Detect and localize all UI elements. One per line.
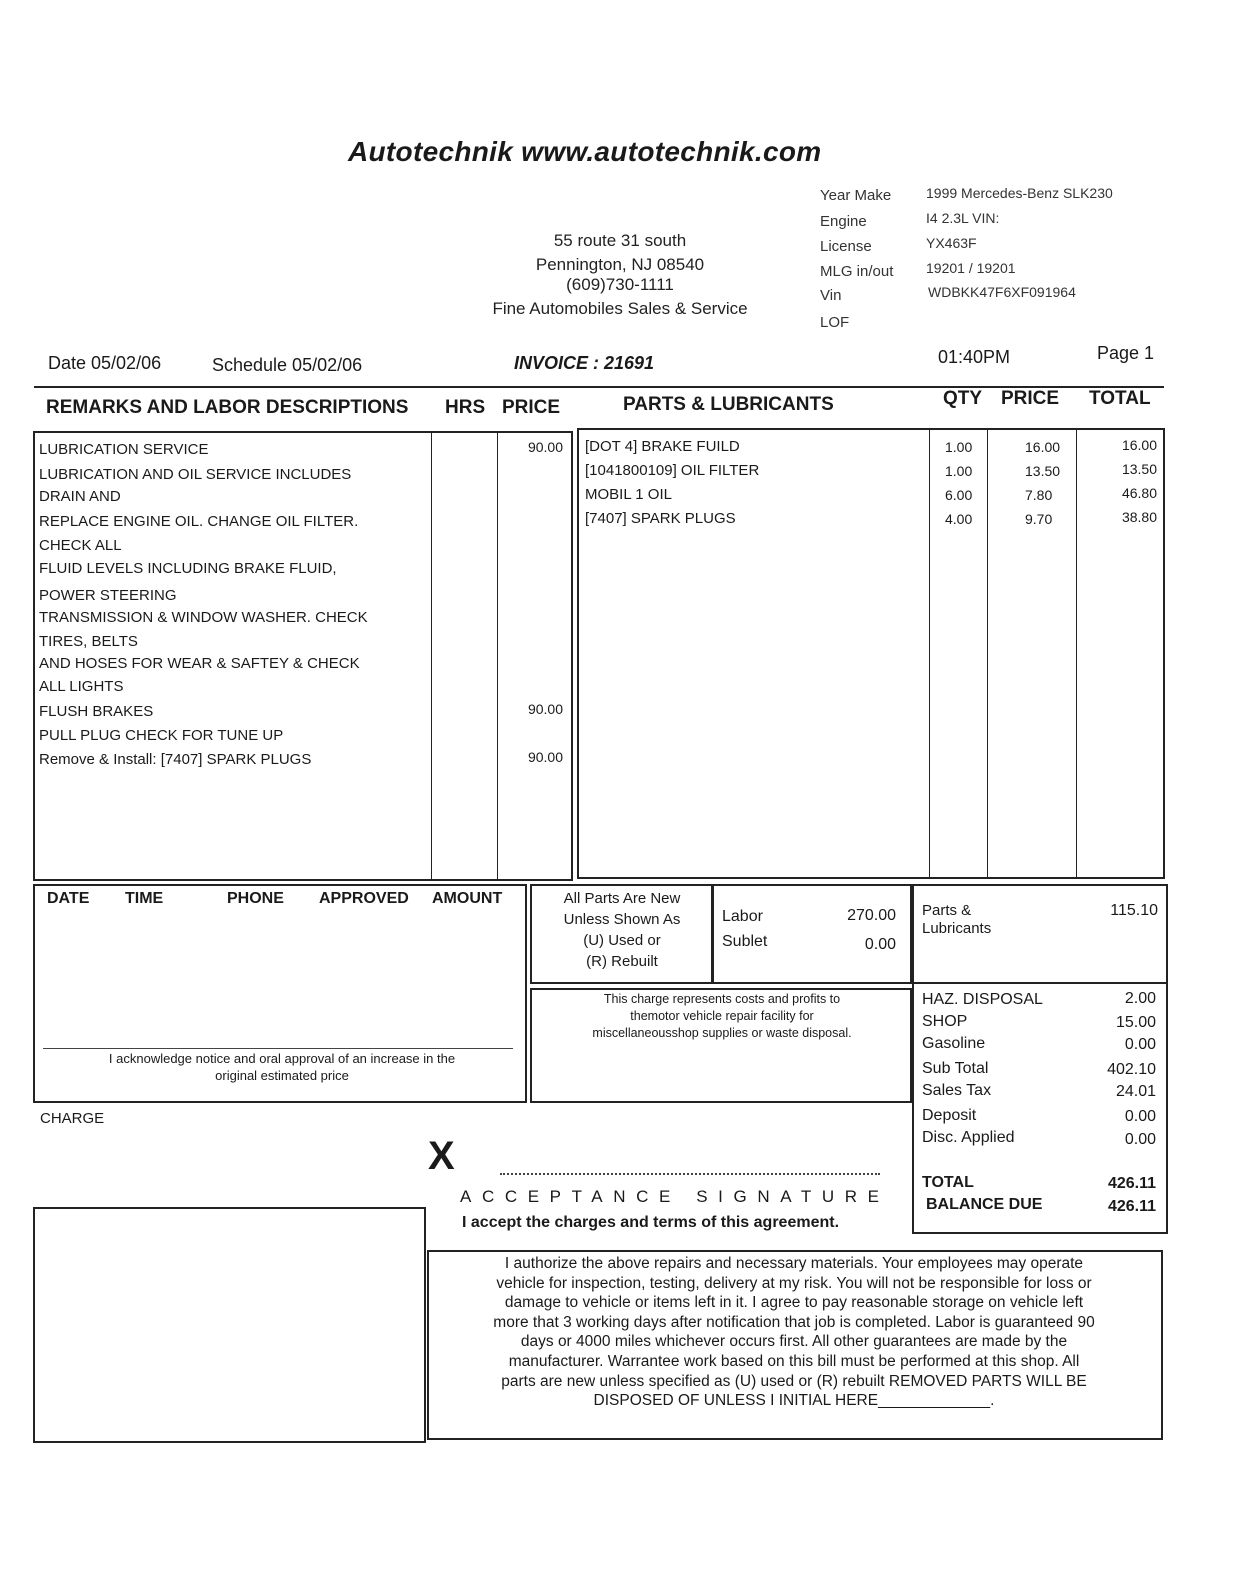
labor-line-text: LUBRICATION AND OIL SERVICE INCLUDES [39, 466, 352, 483]
address-street: 55 route 31 south [553, 231, 687, 250]
labor-line-text: TRANSMISSION & WINDOW WASHER. CHECK [39, 609, 368, 626]
parts-note-box [530, 884, 713, 984]
charge-note-line-1: This charge represents costs and profits to [603, 992, 841, 1006]
parts-note-line-1: All Parts Are New [563, 890, 681, 907]
mileage-label: MLG in/out [820, 263, 894, 280]
subtotal-label: Sub Total [922, 1060, 989, 1077]
balance-due-amount: 426.11 [1107, 1198, 1156, 1215]
year-make-label: Year Make [820, 187, 892, 204]
terms-box [427, 1250, 1163, 1440]
ack-line-1: I acknowledge notice and oral approval of an increase in the [108, 1051, 456, 1066]
part-description: [DOT 4] BRAKE FUILD [585, 438, 740, 455]
shop-tagline: Fine Automobiles Sales & Service [492, 299, 748, 318]
charge-note-line-2: themotor vehicle repair facility for [630, 1009, 814, 1023]
part-description: [1041800109] OIL FILTER [585, 462, 760, 479]
labor-line-text: DRAIN AND [39, 488, 121, 505]
subtotal-amount: 402.10 [1107, 1061, 1156, 1078]
price-header: PRICE [502, 397, 561, 418]
engine-value: I4 2.3L VIN: [926, 210, 1000, 226]
part-total: 13.50 [1121, 461, 1157, 477]
hrs-column-divider [431, 433, 432, 879]
total-label: TOTAL [922, 1174, 974, 1191]
part-qty: 1.00 [945, 439, 973, 455]
parts-lubricants-amount: 115.10 [1110, 902, 1158, 919]
signature-x-mark: X [428, 1134, 455, 1178]
parts-header: PARTS & LUBRICANTS [623, 394, 834, 415]
invoice-date: Date 05/02/06 [48, 353, 162, 373]
sales-tax-amount: 24.01 [1115, 1083, 1156, 1100]
labor-line-text: CHECK ALL [39, 537, 122, 554]
labor-line-text: LUBRICATION SERVICE [39, 441, 209, 458]
deposit-label: Deposit [922, 1107, 977, 1124]
part-qty: 4.00 [945, 511, 973, 527]
acknowledge-rule [43, 1048, 513, 1049]
part-total: 46.80 [1121, 485, 1157, 501]
labor-line-price: 90.00 [527, 749, 563, 765]
schedule-date: Schedule 05/02/06 [212, 355, 363, 375]
labor-line-text: FLUSH BRAKES [39, 703, 154, 720]
parts-note-line-2: Unless Shown As [563, 911, 681, 928]
invoice-number: INVOICE : 21691 [514, 353, 655, 373]
parts-note-line-3: (U) Used or [583, 932, 661, 949]
totals-panel [912, 884, 1168, 1234]
deposit-amount: 0.00 [1124, 1108, 1156, 1125]
approval-approved-header: APPROVED [319, 890, 409, 907]
qty-column-divider [929, 430, 930, 877]
labor-table [33, 431, 573, 881]
parts-lubricants-label: Parts & Lubricants [922, 902, 992, 937]
sales-tax-label: Sales Tax [922, 1082, 992, 1099]
signature-line[interactable] [500, 1173, 880, 1175]
charge-note-box [530, 988, 912, 1103]
acceptance-signature-title: ACCEPTANCE SIGNATURE [460, 1187, 890, 1206]
remarks-header: REMARKS AND LABOR DESCRIPTIONS [46, 397, 409, 418]
shop-address [460, 229, 780, 321]
page-number: Page 1 [1097, 343, 1155, 363]
year-make-value: 1999 Mercedes-Benz SLK230 [926, 185, 1113, 201]
labor-line-text: FLUID LEVELS INCLUDING BRAKE FLUID, [39, 560, 337, 577]
labor-line-text: ALL LIGHTS [39, 678, 124, 695]
gasoline-label: Gasoline [922, 1035, 986, 1052]
approval-time-header: TIME [125, 890, 164, 907]
total-column-divider [1076, 430, 1077, 877]
part-price: 16.00 [1025, 439, 1061, 455]
part-description: [7407] SPARK PLUGS [585, 510, 736, 527]
part-price-header: PRICE [1001, 388, 1060, 409]
qty-header: QTY [943, 388, 983, 409]
haz-disposal-amount: 2.00 [1124, 990, 1156, 1007]
part-total: 38.80 [1121, 509, 1157, 525]
balance-due-label: BALANCE DUE [926, 1196, 1043, 1213]
shop-title: Autotechnik www.autotechnik.com [348, 136, 822, 167]
haz-disposal-label: HAZ. DISPOSAL [922, 991, 1043, 1008]
vin-value: WDBKK47F6XF091964 [928, 284, 1076, 300]
gasoline-amount: 0.00 [1124, 1036, 1156, 1053]
labor-line-price: 90.00 [527, 701, 563, 717]
shop-phone: (609)730-1111 [566, 275, 674, 294]
shop-amount: 15.00 [1115, 1014, 1156, 1031]
license-label: License [820, 238, 872, 255]
price-column-divider [497, 433, 498, 879]
disc-applied-amount: 0.00 [1124, 1131, 1156, 1148]
labor-line-text: REPLACE ENGINE OIL. CHANGE OIL FILTER. [39, 513, 359, 530]
hrs-header: HRS [445, 397, 486, 418]
charge-box [33, 1207, 426, 1443]
total-amount: 426.11 [1107, 1175, 1156, 1192]
lof-label: LOF [820, 314, 850, 331]
disc-applied-label: Disc. Applied [922, 1129, 1015, 1146]
labor-line-text: POWER STEERING [39, 587, 177, 604]
vehicle-info [820, 185, 1160, 335]
acceptance-signature-subtitle: I accept the charges and terms of this agreement. [462, 1214, 840, 1231]
labor-line-text: Remove & Install: [7407] SPARK PLUGS [39, 751, 312, 768]
labor-line-text: PULL PLUG CHECK FOR TUNE UP [39, 727, 284, 744]
address-city: Pennington, NJ 08540 [535, 255, 705, 274]
mileage-value: 19201 / 19201 [926, 260, 1016, 276]
approval-phone-header: PHONE [227, 890, 284, 907]
approval-date-header: DATE [47, 890, 90, 907]
header-rule [34, 386, 1164, 388]
sublet-amount: 0.00 [864, 936, 896, 953]
vin-label: Vin [820, 287, 842, 304]
labor-line-text: TIRES, BELTS [39, 633, 138, 650]
part-price-column-divider [987, 430, 988, 877]
shop-label: SHOP [922, 1013, 968, 1030]
part-description: MOBIL 1 OIL [585, 486, 672, 503]
labor-label: Labor [722, 908, 763, 925]
labor-sublet-box [712, 884, 912, 984]
part-price: 13.50 [1025, 463, 1061, 479]
terms-text: I authorize the above repairs and necessary materials. Your employees may operate vehicle for inspection, testing, delivery at my risk. You will not be responsible for loss or damage to vehicle or items left in it. I agree to pay reasonable storage on vehicle left more that 3 working days after notification that job is completed. Labor is guaranteed 90 days or 4000 miles whichever occurs first. All other guarantees are made by the manufacturer. Warrantee work based on this bill must be performed at this shop. All parts are new unless specified as (U) used or (R) rebuilt REMOVED PARTS WILL BE DISPOSED OF UNLESS I INITIAL HERE_____________. [429, 1254, 1159, 1411]
charge-label: CHARGE [40, 1110, 105, 1127]
labor-amount: 270.00 [847, 907, 896, 924]
charge-note-line-3: miscellaneousshop supplies or waste disposal. [592, 1026, 852, 1040]
totals-divider [912, 982, 1168, 984]
acknowledge-note [35, 1050, 529, 1084]
part-total: 16.00 [1121, 437, 1157, 453]
part-qty: 6.00 [945, 487, 973, 503]
engine-label: Engine [820, 213, 867, 230]
license-value: YX463F [926, 235, 977, 251]
invoice-time: 01:40PM [938, 347, 1011, 367]
approval-box [33, 884, 527, 1103]
parts-note-line-4: (R) Rebuilt [586, 953, 658, 970]
parts-table [577, 428, 1165, 879]
sublet-label: Sublet [722, 933, 768, 950]
part-qty: 1.00 [945, 463, 973, 479]
labor-line-price: 90.00 [527, 439, 563, 455]
part-price: 9.70 [1025, 511, 1053, 527]
ack-line-2: original estimated price [215, 1068, 349, 1083]
total-header: TOTAL [1089, 388, 1151, 409]
part-price: 7.80 [1025, 487, 1053, 503]
labor-line-text: AND HOSES FOR WEAR & SAFTEY & CHECK [39, 655, 360, 672]
initial-here-line[interactable]: DISPOSED OF UNLESS I INITIAL HERE_____________. [593, 1392, 995, 1410]
approval-amount-header: AMOUNT [432, 890, 503, 907]
